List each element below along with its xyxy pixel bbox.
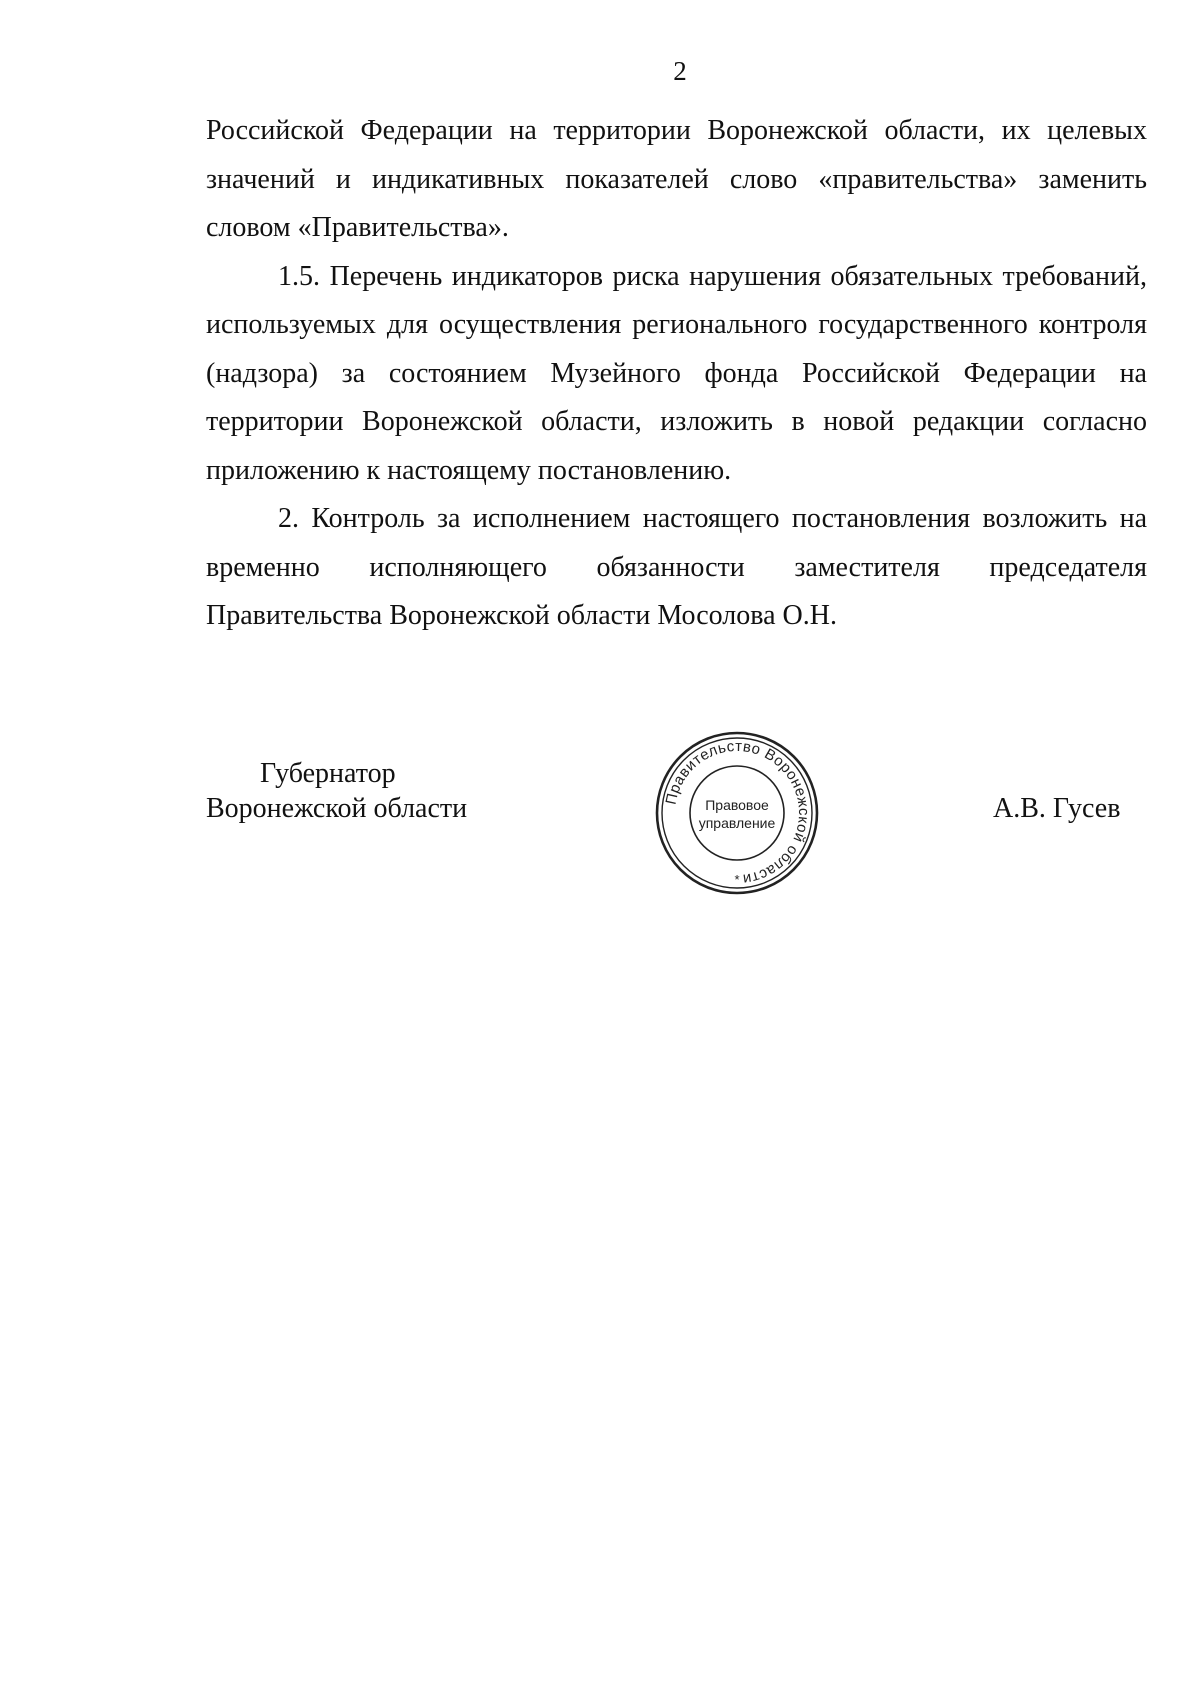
official-seal xyxy=(652,728,822,898)
seal-center-line1: Правовое xyxy=(705,797,769,813)
seal-center-line2: управление xyxy=(698,815,776,831)
signatory-region: Воронежской области xyxy=(206,793,468,824)
signatory-position: Губернатор xyxy=(260,758,396,789)
paragraph-item-2: 2. Контроль за исполнением настоящего постановления возложить на временно исполняющего обязанности заместителя председателя Правительства Воронежской области Мосолова О.Н. xyxy=(206,503,1147,631)
seal-ring-text: Правительство Воронежской области xyxy=(662,737,813,888)
paragraph-item-1-5: 1.5. Перечень индикаторов риска нарушения обязательных требований, используемых для осуществления регионального государственного контроля (надзора) за состоянием Музейного фонда Российской Федерации на территории Воронежской области, изложить в новой редакции согласно приложению к настоящему постановлению. xyxy=(206,260,1147,486)
document-body xyxy=(206,107,1147,641)
page-number: 2 xyxy=(673,56,687,86)
paragraph-continuation: Российской Федерации на территории Воронежской области, их целевых значений и индикативных показателей слово «правительства» заменить словом «Правительства». xyxy=(206,115,1147,243)
seal-graphic xyxy=(652,728,822,898)
signatory-title xyxy=(206,756,467,826)
seal-star-icon: * xyxy=(734,872,740,887)
signatory-name: А.В. Гусев xyxy=(993,793,1121,824)
seal-inner-ring xyxy=(690,766,784,860)
seal-outer-ring xyxy=(657,733,817,893)
